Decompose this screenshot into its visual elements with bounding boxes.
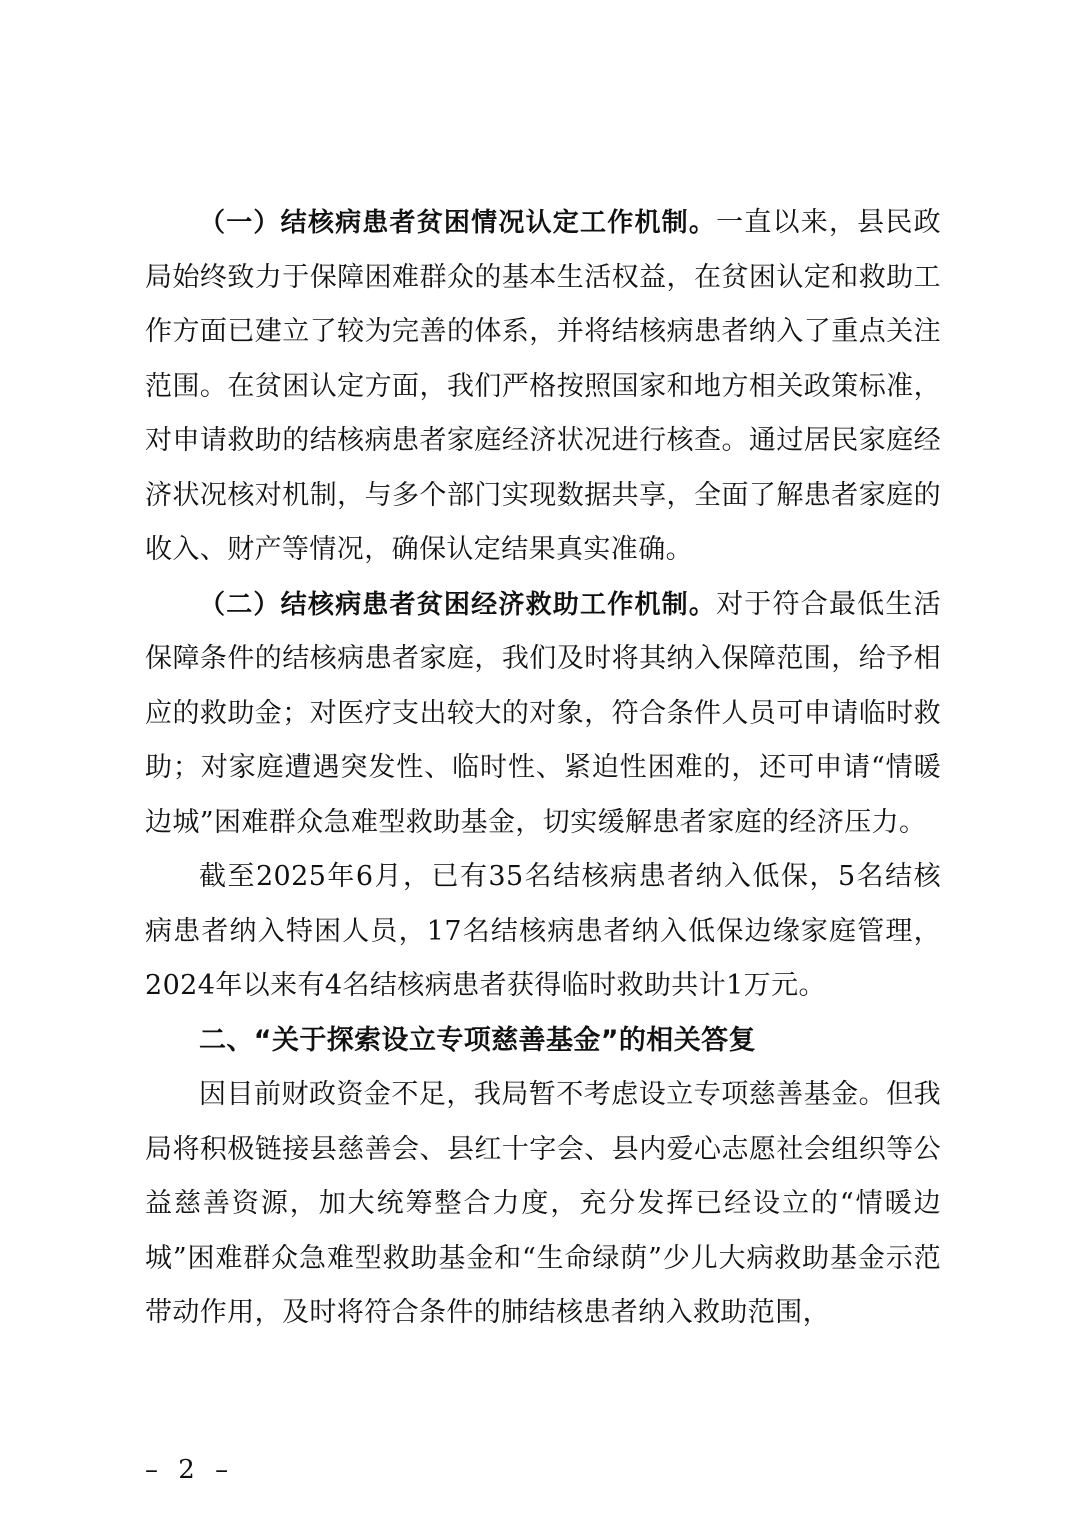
paragraph-charity-fund-reply xyxy=(145,1068,941,1341)
section-heading: 二、“关于探索设立专项慈善基金”的相关答复 xyxy=(199,1024,756,1056)
paragraph-text: 一直以来，县民政局始终致力于保障困难群众的基本生活权益，在贫困认定和救助工作方面已建立了较为完善的体系，并将结核病患者纳入了重点关注范围。在贫困认定方面，我们严格按照国家和地方相关政策标准，对申请救助的结核病患者家庭经济状况进行核查。通过居民家庭经济状况核对机制，与多个部门实现数据共享，全面了解患者家庭的收入、财产等情况，确保认定结果真实准确。 xyxy=(145,207,941,565)
paragraph-text: 因目前财政资金不足，我局暂不考虑设立专项慈善基金。但我局将积极链接县慈善会、县红十字会、县内爱心志愿社会组织等公益慈善资源，加大统筹整合力度，充分发挥已经设立的“情暖边城”困难群众急难型救助基金和“生命绿荫”少儿大病救助基金示范带动作用，及时将符合条件的肺结核患者纳入救助范围， xyxy=(145,1079,941,1328)
page-number: – 2 – xyxy=(145,1455,235,1485)
paragraph-poverty-recognition xyxy=(145,196,941,578)
paragraph-statistics xyxy=(145,850,941,1014)
paragraph-text: 对于符合最低生活保障条件的结核病患者家庭，我们及时将其纳入保障范围，给予相应的救助金；对医疗支出较大的对象，符合条件人员可申请临时救助；对家庭遭遇突发性、临时性、紧迫性困难的，还可申请“情暖边城”困难群众急难型救助基金，切实缓解患者家庭的经济压力。 xyxy=(145,588,941,838)
paragraph-lead: （一）结核病患者贫困情况认定工作机制。 xyxy=(199,208,717,238)
document-body xyxy=(145,196,941,1341)
paragraph-lead: （二）结核病患者贫困经济救助工作机制。 xyxy=(199,589,717,620)
paragraph-economic-assistance xyxy=(145,578,941,851)
paragraph-text: 截至2025年6月，已有35名结核病患者纳入低保，5名结核病患者纳入特困人员，17名结核病患者纳入低保边缘家庭管理，2024年以来有4名结核病患者获得临时救助共计1万元。 xyxy=(145,861,941,1001)
